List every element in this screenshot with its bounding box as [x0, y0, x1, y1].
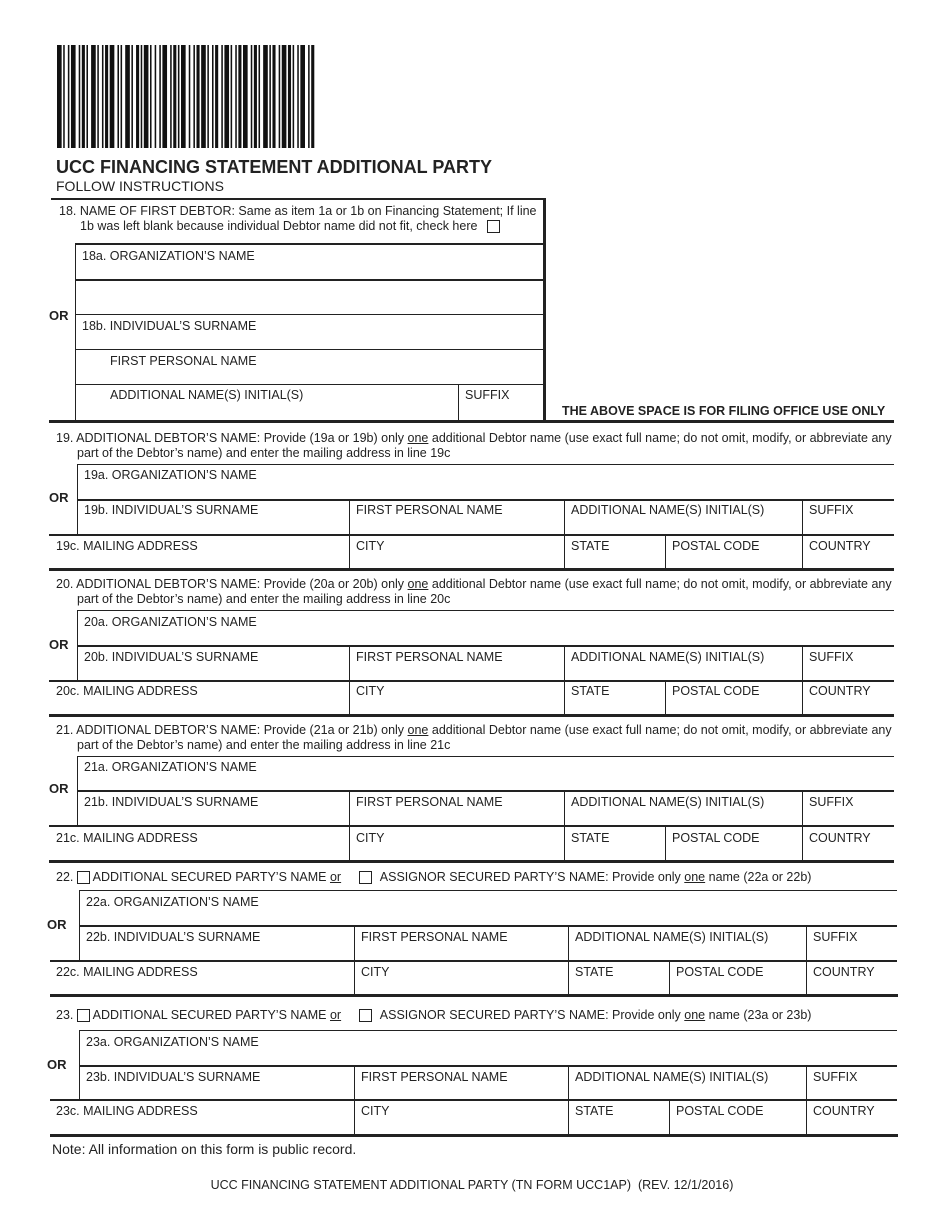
section-21-instruction-2: part of the Debtor’s name) and enter the mailing address in line 21c — [77, 738, 451, 752]
label-22-city: CITY — [361, 965, 390, 979]
label-23-first-name: FIRST PERSONAL NAME — [361, 1070, 508, 1084]
label-21-first-name: FIRST PERSONAL NAME — [356, 795, 503, 809]
label-23-postal-code: POSTAL CODE — [676, 1104, 764, 1118]
section-23-header: 23. ADDITIONAL SECURED PARTY’S NAME or — [56, 1008, 342, 1022]
label-23-country: COUNTRY — [813, 1104, 875, 1118]
label-22a-organization: 22a. ORGANIZATION’S NAME — [86, 895, 259, 909]
label-22-state: STATE — [575, 965, 614, 979]
section-20-instruction-2: part of the Debtor’s name) and enter the mailing address in line 20c — [77, 592, 451, 606]
label-21-city: CITY — [356, 831, 385, 845]
label-19-postal-code: POSTAL CODE — [672, 539, 760, 553]
label-23-state: STATE — [575, 1104, 614, 1118]
or-label-18: OR — [49, 308, 69, 323]
label-22-country: COUNTRY — [813, 965, 875, 979]
label-19-first-name: FIRST PERSONAL NAME — [356, 503, 503, 517]
section-18-instruction-2: 1b was left blank because individual Debtor name did not fit, check here — [80, 219, 500, 233]
label-19-suffix: SUFFIX — [809, 503, 854, 517]
label-19-state: STATE — [571, 539, 610, 553]
or-label-19: OR — [49, 490, 69, 505]
section-20-instruction: 20. ADDITIONAL DEBTOR’S NAME: Provide (20a or 20b) only one additional Debtor name (use exact full name; do not omit, modify, or abbreviate any — [56, 577, 892, 591]
label-20-country: COUNTRY — [809, 684, 871, 698]
label-23-suffix: SUFFIX — [813, 1070, 858, 1084]
section-19-instruction: 19. ADDITIONAL DEBTOR’S NAME: Provide (19a or 19b) only one additional Debtor name (use exact full name; do not omit, modify, or abbreviate any — [56, 431, 892, 445]
label-20-state: STATE — [571, 684, 610, 698]
label-19b-surname: 19b. INDIVIDUAL’S SURNAME — [84, 503, 259, 517]
label-18-additional-names: ADDITIONAL NAME(S) INITIAL(S) — [110, 388, 304, 402]
label-19c-mailing-address: 19c. MAILING ADDRESS — [56, 539, 198, 553]
label-23-additional-names: ADDITIONAL NAME(S) INITIAL(S) — [575, 1070, 769, 1084]
label-18b-surname: 18b. INDIVIDUAL’S SURNAME — [82, 319, 257, 333]
label-20b-surname: 20b. INDIVIDUAL’S SURNAME — [84, 650, 259, 664]
section-22-header: 22. ADDITIONAL SECURED PARTY’S NAME or — [56, 870, 342, 884]
label-19-country: COUNTRY — [809, 539, 871, 553]
public-record-note: Note: All information on this form is public record. — [52, 1141, 357, 1157]
checkbox-23-additional-secured-party[interactable] — [77, 1009, 90, 1022]
label-18-first-name: FIRST PERSONAL NAME — [110, 354, 257, 368]
form-subtitle: FOLLOW INSTRUCTIONS — [56, 178, 225, 194]
section-19-instruction-2: part of the Debtor’s name) and enter the mailing address in line 19c — [77, 446, 451, 460]
label-20-first-name: FIRST PERSONAL NAME — [356, 650, 503, 664]
section-23-assignor: ASSIGNOR SECURED PARTY’S NAME: Provide only one name (23a or 23b) — [359, 1008, 811, 1022]
label-23-city: CITY — [361, 1104, 390, 1118]
label-21c-mailing-address: 21c. MAILING ADDRESS — [56, 831, 198, 845]
label-23b-surname: 23b. INDIVIDUAL’S SURNAME — [86, 1070, 261, 1084]
label-23a-organization: 23a. ORGANIZATION’S NAME — [86, 1035, 259, 1049]
checkbox-23-assignor-secured-party[interactable] — [359, 1009, 372, 1022]
label-18a-organization: 18a. ORGANIZATION’S NAME — [82, 249, 255, 263]
label-20-postal-code: POSTAL CODE — [672, 684, 760, 698]
label-18-suffix: SUFFIX — [465, 388, 510, 402]
label-23c-mailing-address: 23c. MAILING ADDRESS — [56, 1104, 198, 1118]
label-21-state: STATE — [571, 831, 610, 845]
label-21-postal-code: POSTAL CODE — [672, 831, 760, 845]
label-22-postal-code: POSTAL CODE — [676, 965, 764, 979]
or-label-23: OR — [47, 1057, 67, 1072]
label-19-city: CITY — [356, 539, 385, 553]
form-title: UCC FINANCING STATEMENT ADDITIONAL PARTY — [56, 157, 492, 177]
section-18-instruction: 18. NAME OF FIRST DEBTOR: Same as item 1a or 1b on Financing Statement; If line — [59, 204, 537, 218]
label-21-suffix: SUFFIX — [809, 795, 854, 809]
label-22-first-name: FIRST PERSONAL NAME — [361, 930, 508, 944]
checkbox-22-assignor-secured-party[interactable] — [359, 871, 372, 884]
label-22c-mailing-address: 22c. MAILING ADDRESS — [56, 965, 198, 979]
form-identifier: UCC FINANCING STATEMENT ADDITIONAL PARTY (TN FORM UCC1AP) (REV. 12/1/2016) — [210, 1178, 734, 1192]
label-21-country: COUNTRY — [809, 831, 871, 845]
section-22-assignor: ASSIGNOR SECURED PARTY’S NAME: Provide only one name (22a or 22b) — [359, 870, 811, 884]
label-21b-surname: 21b. INDIVIDUAL’S SURNAME — [84, 795, 259, 809]
barcode — [57, 45, 389, 148]
label-22-additional-names: ADDITIONAL NAME(S) INITIAL(S) — [575, 930, 769, 944]
checkbox-22-additional-secured-party[interactable] — [77, 871, 90, 884]
label-20-suffix: SUFFIX — [809, 650, 854, 664]
label-19a-organization: 19a. ORGANIZATION’S NAME — [84, 468, 257, 482]
section-21-instruction: 21. ADDITIONAL DEBTOR’S NAME: Provide (21a or 21b) only one additional Debtor name (use exact full name; do not omit, modify, or abbreviate any — [56, 723, 892, 737]
label-20c-mailing-address: 20c. MAILING ADDRESS — [56, 684, 198, 698]
label-19-additional-names: ADDITIONAL NAME(S) INITIAL(S) — [571, 503, 765, 517]
label-21-additional-names: ADDITIONAL NAME(S) INITIAL(S) — [571, 795, 765, 809]
checkbox-18-debtor-blank[interactable] — [487, 220, 500, 233]
or-label-22: OR — [47, 917, 67, 932]
filing-office-note: THE ABOVE SPACE IS FOR FILING OFFICE USE ONLY — [562, 404, 886, 418]
label-20-city: CITY — [356, 684, 385, 698]
label-20-additional-names: ADDITIONAL NAME(S) INITIAL(S) — [571, 650, 765, 664]
label-22-suffix: SUFFIX — [813, 930, 858, 944]
label-22b-surname: 22b. INDIVIDUAL’S SURNAME — [86, 930, 261, 944]
label-20a-organization: 20a. ORGANIZATION’S NAME — [84, 615, 257, 629]
or-label-20: OR — [49, 637, 69, 652]
or-label-21: OR — [49, 781, 69, 796]
label-21a-organization: 21a. ORGANIZATION’S NAME — [84, 760, 257, 774]
